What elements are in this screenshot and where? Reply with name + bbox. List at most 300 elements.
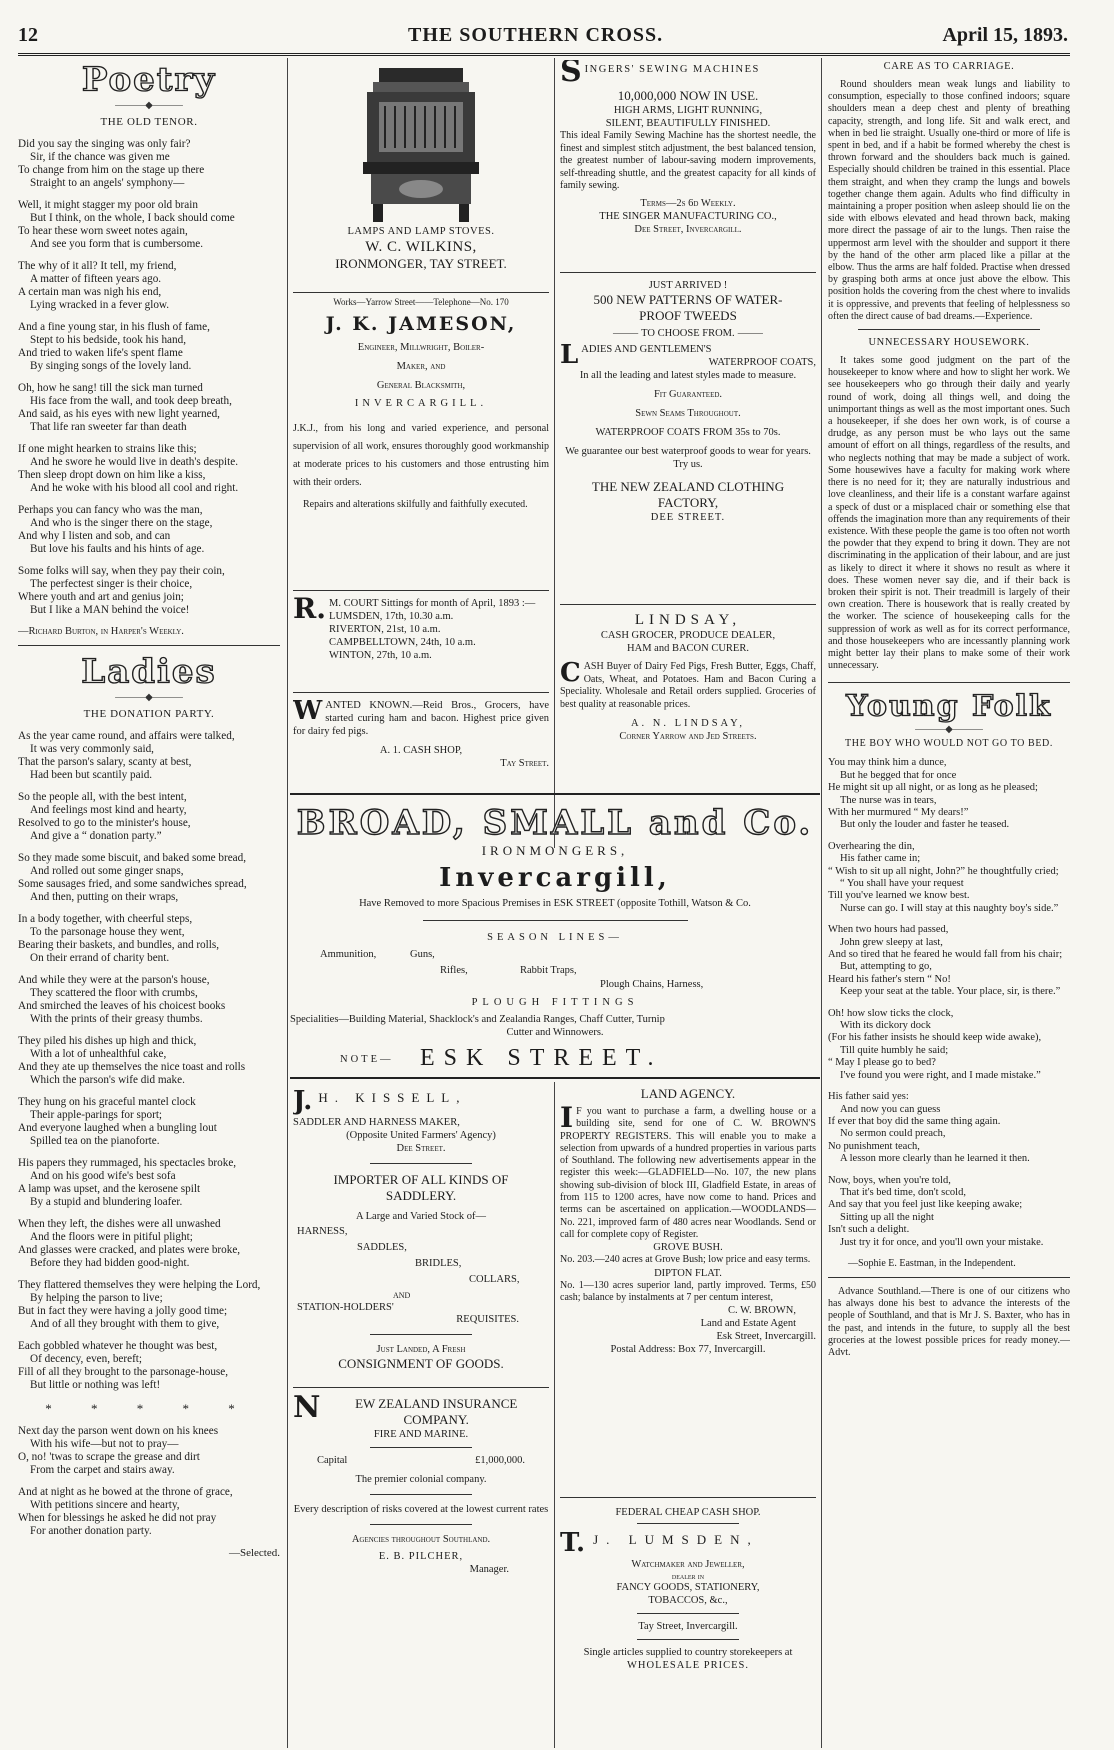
verse-line: But I think, on the whole, I back should come xyxy=(30,212,235,224)
land-grove-text: No. 203.—240 acres at Grove Bush; low price and easy terms. xyxy=(560,1254,811,1266)
stanza xyxy=(18,1035,280,1087)
verse-line: Where youth and art and genius join; xyxy=(18,591,184,603)
land-title: LAND AGENCY. xyxy=(640,1086,736,1101)
verse-line: Their apple-parings for sport; xyxy=(30,1109,163,1121)
verse-line: Perhaps you can fancy who was the man, xyxy=(18,504,203,516)
kissell-name: H. KISSELL, xyxy=(318,1090,467,1105)
kissell-item: SADDLES, xyxy=(357,1242,407,1253)
verse-line: To the parsonage house they went, xyxy=(30,926,185,938)
singer-street: Dee Street, Invercargill. xyxy=(634,223,742,235)
verse-line: “ May I please go to bed? xyxy=(828,1057,936,1069)
stanza xyxy=(18,852,280,904)
court-item: WINTON, 27th, 10 a.m. xyxy=(329,650,432,661)
section-rule xyxy=(828,1277,1070,1278)
kissell-street: Dee Street. xyxy=(396,1143,446,1154)
verse-line: (For his father insists he should keep wide awake), xyxy=(828,1032,1042,1044)
stove-illustration xyxy=(351,60,491,225)
verse-line: They piled his dishes up high and thick, xyxy=(18,1035,197,1047)
lumsden-name: J. LUMSDEN, xyxy=(593,1532,759,1547)
broad-street: ESK STREET. xyxy=(420,1045,663,1071)
page-header xyxy=(18,24,1068,50)
verse-line: But only the louder and faster he teased. xyxy=(840,819,1010,831)
short-rule xyxy=(370,1163,472,1164)
clothing-fit: Fit Guaranteed. xyxy=(653,389,723,400)
lumsden-single: Single articles supplied to country storekeepers at xyxy=(583,1647,793,1658)
stanza xyxy=(828,1091,1070,1165)
clothing-company-1: THE NEW ZEALAND CLOTHING xyxy=(591,479,785,494)
verse-line: And why I listen and sob, and can xyxy=(18,530,171,542)
stanza xyxy=(18,260,280,312)
singer-count: 10,000,000 NOW IN USE. xyxy=(617,88,759,103)
short-rule xyxy=(370,1447,472,1448)
jameson-name: J. K. JAMESON, xyxy=(325,313,517,335)
short-rule xyxy=(370,1524,472,1525)
page-number: 12 xyxy=(18,24,38,46)
verse-line: But, attempting to go, xyxy=(840,961,932,973)
kissell-items xyxy=(293,1223,549,1313)
insurance-amount: £1,000,000. xyxy=(475,1455,525,1466)
verse-line: Heard his father's stern “ No! xyxy=(828,973,951,985)
land-grove-heading: GROVE BUSH. xyxy=(653,1242,723,1254)
clothing-company-2: FACTORY, xyxy=(657,495,719,510)
stanza xyxy=(18,321,280,373)
verse-line: And while they were at the parson's house, xyxy=(18,974,210,986)
poem-donation-party xyxy=(18,730,280,1392)
verse-line: But I like a MAN behind the voice! xyxy=(30,604,190,616)
court-text: M. COURT Sittings for month of April, 1893 :— xyxy=(329,598,536,609)
clothing-arrived: JUST ARRIVED ! xyxy=(648,280,728,291)
land-dipton-text: No. 1—130 acres superior land, partly improved. Terms, £50 cash; balance by instalments at 7 per centum interest, xyxy=(560,1279,816,1303)
column-divider-1 xyxy=(287,58,288,1748)
verse-line: Some sausages fried, and some sandwiches spread, xyxy=(18,878,247,890)
poem-attribution: —Selected. xyxy=(228,1547,280,1559)
verse-line: Before they had bidden good-night. xyxy=(30,1257,190,1269)
poem-boy-bed xyxy=(828,757,1070,1249)
kissell-opposite: (Opposite United Farmers' Agency) xyxy=(346,1130,496,1141)
verse-line: And he swore he would live in death's despite. xyxy=(30,456,239,468)
verse-line: And a fine young star, in his flush of fame, xyxy=(18,321,210,333)
court-item: RIVERTON, 21st, 10 a.m. xyxy=(329,624,441,635)
poem-old-tenor xyxy=(18,138,280,617)
verse-line: His father came in; xyxy=(840,853,921,865)
ad-clothing-factory xyxy=(560,272,816,602)
verse-line: By helping the parson to live; xyxy=(30,1292,163,1304)
clothing-line4: WATERPROOF COATS, xyxy=(708,357,816,368)
verse-line: A lamp was upset, and the kerosene spilt xyxy=(18,1183,201,1195)
court-item: CAMPBELLTOWN, 24th, 10 a.m. xyxy=(329,637,476,648)
clothing-line5: In all the leading and latest styles made to measure. xyxy=(579,370,797,381)
verse-line: If ever that boy did the same thing again. xyxy=(828,1115,1001,1127)
verse-line: And who is the singer there on the stage, xyxy=(30,517,213,529)
verse-line: His papers they rummaged, his spectacles broke, xyxy=(18,1157,237,1169)
lumsden-goods-2: TOBACCOS, &c., xyxy=(648,1595,728,1606)
article-title: UNNECESSARY HOUSEWORK. xyxy=(868,337,1030,349)
drop-cap: R. xyxy=(293,592,327,625)
broad-note-row xyxy=(290,1043,820,1077)
short-rule xyxy=(637,1639,739,1640)
broad-season-lines xyxy=(290,944,820,990)
column-poetry-ladies xyxy=(18,60,280,1745)
verse-line: His face from the wall, and took deep breath, xyxy=(30,395,232,407)
lindsay-ham: HAM and BACON CURER. xyxy=(627,643,749,654)
ornament-divider: ———◆——— xyxy=(915,724,983,736)
singer-body: This ideal Family Sewing Machine has the shortest needle, the finest and simplest stitch adjustment, the best balanced tension, the greatest number of labour-saving modern improvements, self-threading shuttle, and the greatest capacity for all kinds of family sewing. xyxy=(560,130,816,191)
verse-line: And everyone laughed when a bungling lout xyxy=(18,1122,217,1134)
verse-line: He might sit up all night, or as long as he pleased; xyxy=(828,782,1038,794)
ladies-heading: Ladies xyxy=(81,653,217,691)
verse-line: Stept to his bedside, took his hand, xyxy=(30,334,186,346)
verse-line: Then sleep dropt down on him like a kiss, xyxy=(18,469,206,481)
stanza xyxy=(18,913,280,965)
verse-line: And on his good wife's best sofa xyxy=(30,1170,176,1182)
ad-lumsden xyxy=(560,1502,816,1692)
verse-line: Now, boys, when you're told, xyxy=(828,1174,951,1186)
insurance-risks: Every description of risks covered at the lowest current rates xyxy=(293,1504,549,1515)
stanza xyxy=(18,1218,280,1270)
verse-line: I've found you were right, and I made mistake.” xyxy=(840,1069,1041,1081)
column-articles xyxy=(828,60,1070,1745)
verse-line: Oh, how he sang! till the sick man turned xyxy=(18,382,203,394)
stars-divider: * * * * * xyxy=(45,1401,253,1416)
poem-title: THE BOY WHO WOULD NOT GO TO BED. xyxy=(845,738,1053,750)
verse-line: “ Wish to sit up all night, John?” he thoughtfully cried; xyxy=(828,865,1059,877)
stanza xyxy=(18,730,280,782)
verse-line: From the carpet and stairs away. xyxy=(30,1464,175,1476)
verse-line: And give a “ donation party.” xyxy=(30,830,162,842)
poem-title: THE DONATION PARTY. xyxy=(83,708,215,720)
verse-line: Each gobbled whatever he thought was best, xyxy=(18,1340,218,1352)
verse-line: Just try it for once, and you'll own your mistake. xyxy=(840,1236,1044,1248)
ad-jameson xyxy=(293,292,549,585)
ad-broad-small xyxy=(290,793,820,1079)
season-item: Plough Chains, Harness, xyxy=(600,979,704,990)
stanza xyxy=(18,1157,280,1209)
verse-line: And of all they brought with them to give, xyxy=(30,1318,220,1330)
verse-line: But love his faults and his hints of age. xyxy=(30,543,205,555)
clothing-coats: WATERPROOF COATS FROM 35s to 70s. xyxy=(595,427,781,438)
verse-line: Isn't such a delight. xyxy=(828,1224,910,1236)
wanted-street: Tay Street. xyxy=(500,758,549,769)
jameson-repairs: Repairs and alterations skilfully and faithfully executed. xyxy=(303,499,528,510)
stanza xyxy=(18,504,280,556)
verse-line: And feelings most kind and hearty, xyxy=(30,804,187,816)
land-dipton-heading: DIPTON FLAT. xyxy=(654,1267,722,1279)
verse-line: No punishment teach, xyxy=(828,1140,920,1152)
stanza xyxy=(828,1008,1070,1082)
verse-line: On their errand of charity bent. xyxy=(30,952,170,964)
verse-line: That life ran sweeter far than death xyxy=(30,421,187,433)
verse-line: Till you've learned we know best. xyxy=(828,890,970,902)
stanza xyxy=(18,1340,280,1392)
lumsden-shop: FEDERAL CHEAP CASH SHOP. xyxy=(615,1507,761,1518)
verse-line: When for blessings he asked he did not pray xyxy=(18,1512,217,1524)
verse-line: Till quite humbly he said; xyxy=(840,1044,949,1056)
ornament-divider: ———◆——— xyxy=(115,692,183,703)
verse-line: Next day the parson went down on his knees xyxy=(18,1425,219,1437)
verse-line: So the people all, with the best intent, xyxy=(18,791,187,803)
season-item: Ammunition, xyxy=(320,949,377,960)
verse-line: They flattered themselves they were helping the Lord, xyxy=(18,1279,261,1291)
jameson-body: J.K.J., from his long and varied experience, and personal supervision of all work, ensures thoroughly good workmanship at moderate prices to his customers and those entrusting him with their orders. xyxy=(293,423,549,488)
verse-line: A matter of fifteen years ago. xyxy=(30,273,162,285)
wilkins-name: W. C. WILKINS, xyxy=(365,239,477,255)
ornament-divider: ———◆——— xyxy=(115,100,183,111)
verse-line: Some folks will say, when they pay their coin, xyxy=(18,565,225,577)
jameson-line1: Engineer, Millwright, Boiler- xyxy=(357,342,485,353)
advance-southland-notice: Advance Southland.—There is one of our citizens who has always done his best to advance the interests of the people of Southland, and that is Mr J. S. Baxter, who has in the past, and intends in the future, to supply all the best groceries at the lowest possible prices for ready money.—Advt. xyxy=(828,1285,1070,1358)
lindsay-name: LINDSAY, xyxy=(634,612,742,628)
lumsden-dealer: dealer in xyxy=(671,1571,705,1581)
ad-land-agency xyxy=(560,1086,816,1498)
clothing-line1: 500 NEW PATTERNS OF WATER- xyxy=(593,292,783,307)
ad-court xyxy=(293,590,549,690)
short-rule xyxy=(637,1523,739,1524)
stanza xyxy=(828,1175,1070,1249)
insurance-line1: EW ZEALAND INSURANCE xyxy=(355,1396,518,1411)
broad-specialities-2: Cutter and Winnowers. xyxy=(506,1027,604,1038)
jameson-works: Works—Yarrow Street——Telephone—No. 170 xyxy=(333,297,509,307)
section-rule xyxy=(858,329,1040,330)
drop-cap: T. xyxy=(560,1528,586,1558)
verse-line: With his wife—but not to pray— xyxy=(30,1438,179,1450)
broad-trade: IRONMONGERS, xyxy=(481,843,629,858)
court-list xyxy=(293,610,549,662)
column-divider-3 xyxy=(821,58,822,1748)
verse-line: Oh! how slow ticks the clock, xyxy=(828,1007,954,1019)
verse-line: So they made some biscuit, and baked some bread, xyxy=(18,852,247,864)
clothing-line3: ADIES AND GENTLEMEN'S xyxy=(581,344,712,355)
kissell-stock: A Large and Varied Stock of— xyxy=(356,1211,486,1222)
stanza xyxy=(18,1486,280,1538)
insurance-role: Manager. xyxy=(469,1564,509,1575)
wilkins-caption: LAMPS AND LAMP STOVES. xyxy=(347,226,495,237)
kissell-head xyxy=(293,1086,549,1116)
verse-line: But in fact they were having a jolly good time; xyxy=(18,1305,228,1317)
verse-line: Had been but scantily paid. xyxy=(30,769,153,781)
verse-line: Spilled tea on the pianoforte. xyxy=(30,1135,160,1147)
stanza xyxy=(828,924,1070,998)
issue-date: April 15, 1893. xyxy=(942,24,1068,46)
clothing-seams: Sewn Seams Throughout. xyxy=(635,408,741,419)
stanza xyxy=(18,791,280,843)
verse-line: In a body together, with cheerful steps, xyxy=(18,913,193,925)
broad-plough: PLOUGH FITTINGS xyxy=(471,997,639,1008)
jameson-line2: Maker, and xyxy=(396,361,446,372)
kissell-importer-2: SADDLERY. xyxy=(385,1188,457,1203)
clothing-street: DEE STREET. xyxy=(650,512,726,523)
verse-line: And the floors were in pitiful plight; xyxy=(30,1231,193,1243)
verse-line: Straight to an angels' symphony— xyxy=(30,177,185,189)
insurance-agencies: Agencies throughout Southland. xyxy=(351,1534,491,1545)
season-item: Rifles, xyxy=(440,965,468,976)
wilkins-trade: IRONMONGER, TAY STREET. xyxy=(335,256,507,271)
verse-line: O, no! 'twas to scrape the grease and dirt xyxy=(18,1451,200,1463)
short-rule xyxy=(423,920,688,921)
verse-line: By singing songs of the lovely land. xyxy=(30,360,192,372)
lumsden-street: Tay Street, Invercargill. xyxy=(638,1621,738,1632)
land-sign: C. W. BROWN, xyxy=(728,1305,796,1317)
jameson-place: INVERCARGILL. xyxy=(354,398,488,409)
jameson-line3: General Blacksmith, xyxy=(376,380,466,391)
drop-cap: N xyxy=(293,1392,321,1425)
verse-line: Well, it might stagger my poor old brain xyxy=(18,199,198,211)
verse-line: And now you can guess xyxy=(840,1103,941,1115)
short-rule xyxy=(370,1494,472,1495)
broad-note: NOTE— xyxy=(340,1054,394,1065)
clothing-choose: ⸻ TO CHOOSE FROM. ⸻ xyxy=(612,328,764,339)
land-body: F you want to purchase a farm, a dwelling house or a building site, send for one of C. W. BROWN'S PROPERTY REGISTERS. This will enable you to make a selection from upwards of a hundred properties in various parts of Southland. The following new advertisements appear in the register this week:—GLADFIELD—No. 107, the new plans showing sub-division of block III, Gladfield Estate, in areas of from 115 to 1200 acres, have now come to hand. Prices and terms can be ascertained on application.—WOODLANDS—No. 221, improved farm of 480 acres near Woodlands. Send or call for complete copy of Register. xyxy=(560,1106,816,1240)
poem-title: THE OLD TENOR. xyxy=(100,116,198,128)
verse-line: Which the parson's wife did make. xyxy=(30,1074,185,1086)
verse-line: And then, putting on their wraps, xyxy=(30,891,179,903)
singer-line2: SILENT, BEAUTIFULLY FINISHED. xyxy=(605,118,771,129)
land-street: Esk Street, Invercargill. xyxy=(716,1331,816,1343)
kissell-item: STATION-HOLDERS' xyxy=(297,1302,394,1313)
kissell-item: BRIDLES, xyxy=(415,1258,462,1269)
insurance-fire: FIRE AND MARINE. xyxy=(373,1429,469,1440)
insurance-premier: The premier colonial company. xyxy=(355,1474,487,1485)
article-care-carriage: Round shoulders mean weak lungs and liability to consumption, especially to those confined indoors; square shoulders mean a deep chest and plenty of breathing capacity, strength, and long life. Sit and walk erect, and when in bed lie straight. Usually one-third or more of life is spent in bed, and if a habit be formed whereby the chest is thrown forward and the shoulders back much is gained. Especially should children be trained in this essential. Place them straight, and when they cramp the lungs and bowels together change them again. Adults who find difficulty in maintaining a proper position when asleep should lie on the side with elbows elevated and head thrown back, making more direct the passage of air to the lungs. Then raise the uppermost arm level with the shoulder and support it there by the hand of the other arm placed like a pillar at the elbow. Thus the arms are half folded. Practise when dressed by grasping both arms at once just above the elbow. This position holds the covering from the chest where to invalids it is oppressive, and prevents that feeling of helplessness so often the direct cause of bad dreams.—Experience. xyxy=(828,79,1070,322)
verse-line: To hear these worn sweet notes again, xyxy=(18,225,188,237)
singer-line1: HIGH ARMS, LIGHT RUNNING, xyxy=(613,105,763,116)
kissell-trade: SADDLER AND HARNESS MAKER, xyxy=(293,1117,460,1128)
verse-line: Bearing their baskets, and bundles, and rolls, xyxy=(18,939,220,951)
wanted-text: ANTED KNOWN.—Reid Bros., Grocers, have started curing ham and bacon. Highest price given for dairy fed pigs. xyxy=(293,700,549,737)
stanza xyxy=(828,757,1070,831)
insurance-line2: COMPANY. xyxy=(403,1412,469,1427)
verse-line: John grew sleepy at last, xyxy=(840,936,943,948)
column-divider-2b xyxy=(554,1082,555,1748)
ad-wanted-known xyxy=(293,692,549,790)
verse-line: With her murmured “ My dears!” xyxy=(828,806,969,818)
kissell-landed: Just Landed, A Fresh xyxy=(376,1344,466,1355)
verse-line: And said, as his eyes with new light yearned, xyxy=(18,408,220,420)
drop-cap: L xyxy=(560,340,579,370)
drop-cap: J. xyxy=(293,1086,313,1116)
poem-donation-party-end xyxy=(18,1425,280,1538)
verse-line: They scattered the floor with crumbs, xyxy=(30,987,198,999)
verse-line: You may think him a dunce, xyxy=(828,757,947,769)
lumsden-wholesale: WHOLESALE PRICES. xyxy=(627,1660,749,1671)
verse-line: With the prints of their greasy thumbs. xyxy=(30,1013,203,1025)
ad-nz-insurance xyxy=(293,1392,549,1692)
verse-line: As the year came round, and affairs were talked, xyxy=(18,730,235,742)
kissell-and: AND xyxy=(393,1291,411,1300)
ad-kissell xyxy=(293,1086,549,1388)
verse-line: It was very commonly said, xyxy=(30,743,154,755)
wanted-sign: A. 1. CASH SHOP, xyxy=(379,745,463,756)
verse-line: When they left, the dishes were all unwashed xyxy=(18,1218,221,1230)
kissell-requisites: REQUISITES. xyxy=(456,1314,519,1325)
lumsden-goods-1: FANCY GOODS, STATIONERY, xyxy=(616,1582,760,1593)
verse-line: And say that you feel just like keeping awake; xyxy=(828,1199,1023,1211)
verse-line: Fill of all they brought to the parsonage-house, xyxy=(18,1366,229,1378)
verse-line: That it's bed time, don't scold, xyxy=(840,1186,966,1198)
broad-town: Invercargill, xyxy=(439,863,671,893)
header-rule xyxy=(18,53,1070,56)
article-title: CARE AS TO CARRIAGE. xyxy=(883,61,1015,72)
verse-line: Nurse can go. I will stay at this naughty boy's side.” xyxy=(840,902,1059,914)
verse-line: And they ate up themselves the nice toast and rolls xyxy=(18,1061,246,1073)
verse-line: With petitions sincere and hearty, xyxy=(30,1499,180,1511)
verse-line: And see you form that is cumbersome. xyxy=(30,238,204,250)
verse-line: And glasses were cracked, and plates were broke, xyxy=(18,1244,241,1256)
masthead-title: THE SOUTHERN CROSS. xyxy=(408,24,664,46)
verse-line: Resolved to go to the minister's house, xyxy=(18,817,191,829)
verse-line: The nurse was in tears, xyxy=(840,794,937,806)
stanza xyxy=(18,974,280,1026)
verse-line: A certain man was nigh his end, xyxy=(18,286,162,298)
lumsden-trade: Watchmaker and Jeweller, xyxy=(631,1559,745,1570)
verse-line: And tried to waken life's spent flame xyxy=(18,347,183,359)
verse-line: And rolled out some ginger snaps, xyxy=(30,865,184,877)
clothing-guarantee: We guarantee our best waterproof goods to wear for years. Try us. xyxy=(565,446,811,470)
verse-line: They hung on his graceful mantel clock xyxy=(18,1096,196,1108)
verse-line: Sir, if the chance was given me xyxy=(30,151,170,163)
verse-line: But little or nothing was left! xyxy=(30,1379,161,1391)
stanza xyxy=(828,841,1070,915)
verse-line: But he begged that for once xyxy=(840,769,957,781)
stanza xyxy=(18,1425,280,1477)
verse-line: Keep your seat at the table. Your place, sir, is there.” xyxy=(840,986,1061,998)
season-item: Rabbit Traps, xyxy=(520,965,577,976)
verse-line: And so tired that he feared he would fall from his chair; xyxy=(828,949,1063,961)
section-rule xyxy=(828,682,1070,683)
ad-singer xyxy=(560,60,816,268)
verse-line: Did you say the singing was only fair? xyxy=(18,138,191,150)
drop-cap: W xyxy=(293,696,323,726)
kissell-consignment: CONSIGNMENT OF GOODS. xyxy=(338,1356,504,1371)
broad-season: SEASON LINES— xyxy=(487,932,623,943)
lindsay-body: ASH Buyer of Dairy Fed Pigs, Fresh Butter, Eggs, Chaff, Oats, Wheat, and Potatoes. Ham and Bacon Curing a Speciality. Wholesale and Retail orders supplied. Groceries of best quality at reasonable prices. xyxy=(560,661,816,710)
season-item: Guns, xyxy=(410,949,435,960)
insurance-capital: Capital xyxy=(317,1455,348,1466)
stanza xyxy=(18,1096,280,1148)
verse-line: For another donation party. xyxy=(30,1525,152,1537)
verse-line: The perfectest singer is their choice, xyxy=(30,578,193,590)
stanza xyxy=(18,1279,280,1331)
ad-wilkins xyxy=(293,60,549,285)
verse-line: “ You shall have your request xyxy=(840,878,964,889)
poem-attribution: —Richard Burton, in Harper's Weekly. xyxy=(18,626,184,637)
ad-lindsay xyxy=(560,604,816,790)
verse-line: And smirched the leaves of his choicest books xyxy=(18,1000,226,1012)
drop-cap: I xyxy=(560,1101,574,1134)
kissell-item: HARNESS, xyxy=(297,1226,348,1237)
kissell-importer-1: IMPORTER OF ALL KINDS OF xyxy=(333,1172,509,1187)
verse-line: With a lot of unhealthful cake, xyxy=(30,1048,167,1060)
verse-line: To change from him on the stage up there xyxy=(18,164,205,176)
verse-line: Overhearing the din, xyxy=(828,840,915,852)
verse-line: That the parson's salary, scanty at best, xyxy=(18,756,192,768)
verse-line: His father said yes: xyxy=(828,1091,909,1103)
verse-line: If one might hearken to strains like this; xyxy=(18,443,197,455)
broad-name: BROAD, SMALL and Co. xyxy=(296,803,814,843)
singer-title: INGERS' SEWING MACHINES xyxy=(584,64,760,75)
lumsden-head xyxy=(560,1528,816,1558)
column-divider-2 xyxy=(554,58,555,848)
clothing-line2: PROOF TWEEDS xyxy=(639,308,737,323)
drop-cap: S xyxy=(560,60,582,89)
verse-line: By a stupid and blundering loafer. xyxy=(30,1196,183,1208)
verse-line: And at night as he bowed at the throne of grace, xyxy=(18,1486,233,1498)
verse-line: Sitting up all the night xyxy=(840,1211,934,1223)
short-rule xyxy=(637,1613,739,1614)
drop-cap: C xyxy=(560,658,581,688)
verse-line: With its dickory dock xyxy=(840,1020,931,1032)
verse-line: Lying wracked in a fever glow. xyxy=(30,299,170,311)
young-folk-heading: Young Folk xyxy=(846,690,1052,724)
